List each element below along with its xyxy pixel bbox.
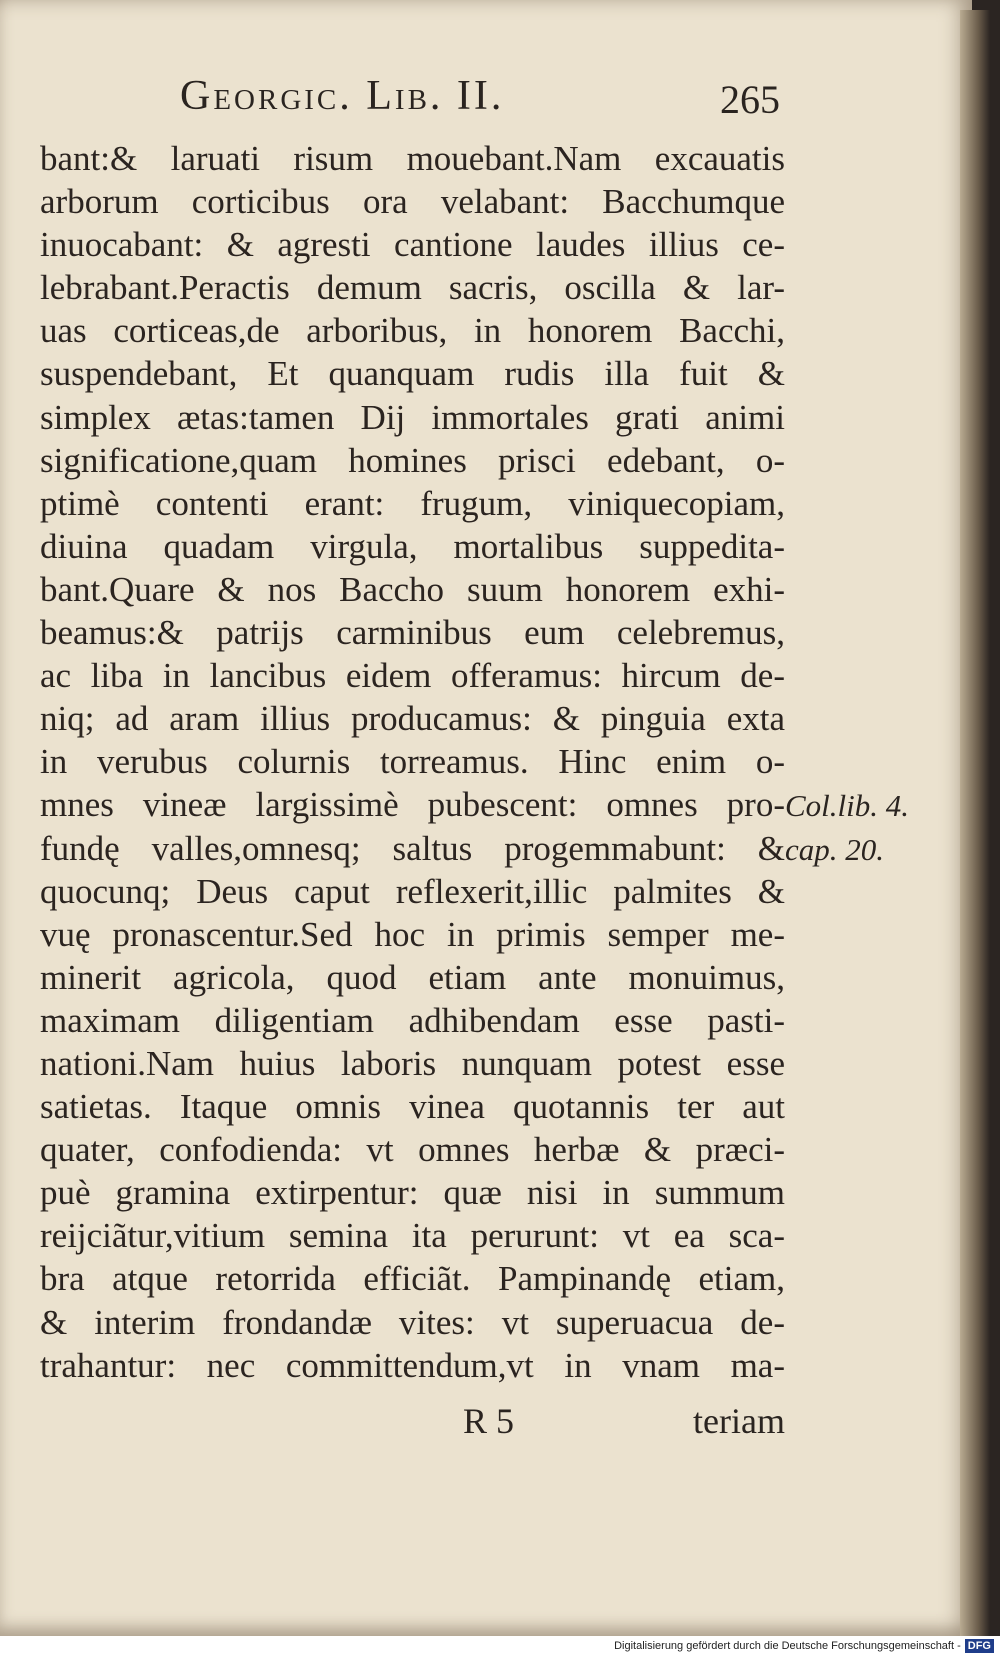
text-line: bra atque retorrida efficiãt. Pampinandę etiam, (40, 1259, 785, 1299)
text-line: reijciãtur,vitium semina ita perurunt: vt ea sca- (40, 1216, 785, 1256)
catchword: teriam (693, 1401, 785, 1441)
running-title: Georgic. Lib. II. (180, 73, 505, 119)
text-line: fundę valles,omnesq; saltus progemmabunt: & (40, 828, 785, 868)
text-line: puè gramina extirpentur: quæ nisi in summum (40, 1173, 785, 1213)
text-line: quocunq; Deus caput reflexerit,illic palmites & (40, 871, 785, 911)
text-line: beamus:& patrijs carminibus eum celebremus, (40, 613, 785, 653)
text-line: uas corticeas,de arboribus, in honorem Bacchi, (40, 311, 785, 351)
page-edge (960, 10, 990, 1638)
text-line: mnes vineæ largissimè pubescent: omnes pro- (40, 785, 785, 825)
text-line: in verubus colurnis torreamus. Hinc enim o- (40, 742, 785, 782)
margin-note-line: Col.lib. 4. (785, 788, 910, 823)
signature-mark: R 5 (463, 1401, 515, 1441)
text-line: bant.Quare & nos Baccho suum honorem exhi- (40, 569, 785, 609)
margin-note (785, 784, 945, 872)
text-line: ptimè contenti erant: frugum, viniquecopiam, (40, 483, 785, 523)
digitization-footer (0, 1636, 1000, 1656)
text-line: quater, confodienda: vt omnes herbæ & præci- (40, 1130, 785, 1170)
text-line: vuę pronascentur.Sed hoc in primis semper me- (40, 914, 785, 954)
margin-note-line: cap. 20. (785, 832, 885, 867)
text-line: arborum corticibus ora velabant: Bacchumque (40, 182, 785, 222)
dfg-logo-icon: DFG (965, 1639, 994, 1653)
text-line: niq; ad aram illius producamus: & pinguia exta (40, 699, 785, 739)
text-line: satietas. Itaque omnis vinea quotannis ter aut (40, 1087, 785, 1127)
text-line: simplex ætas:tamen Dij immortales grati animi (40, 397, 785, 437)
body-text (40, 137, 785, 1387)
page-header (180, 72, 780, 128)
text-line: nationi.Nam huius laboris nunquam potest esse (40, 1043, 785, 1083)
footer-text: Digitalisierung gefördert durch die Deutsche Forschungsgemeinschaft - (614, 1640, 961, 1652)
text-line: trahantur: nec committendum,vt in vnam ma- (40, 1345, 785, 1385)
page-number: 265 (720, 77, 780, 122)
text-line: maximam diligentiam adhibendam esse pasti- (40, 1000, 785, 1040)
text-line: inuocabant: & agresti cantione laudes illius ce- (40, 225, 785, 265)
text-line: ac liba in lancibus eidem offeramus: hircum de- (40, 656, 785, 696)
text-line: significatione,quam homines prisci edebant, o- (40, 440, 785, 480)
text-line: diuina quadam virgula, mortalibus suppedita- (40, 526, 785, 566)
text-line: bant:& laruati risum mouebant.Nam excauatis (40, 139, 785, 178)
text-line: lebrabant.Peractis demum sacris, oscilla & lar- (40, 268, 785, 308)
text-line: minerit agricola, quod etiam ante monuimus, (40, 957, 785, 997)
text-line: & interim frondandæ vites: vt superuacua de- (40, 1302, 785, 1342)
page-footer-line (40, 1400, 785, 1450)
text-line: suspendebant, Et quanquam rudis illa fuit & (40, 354, 785, 394)
